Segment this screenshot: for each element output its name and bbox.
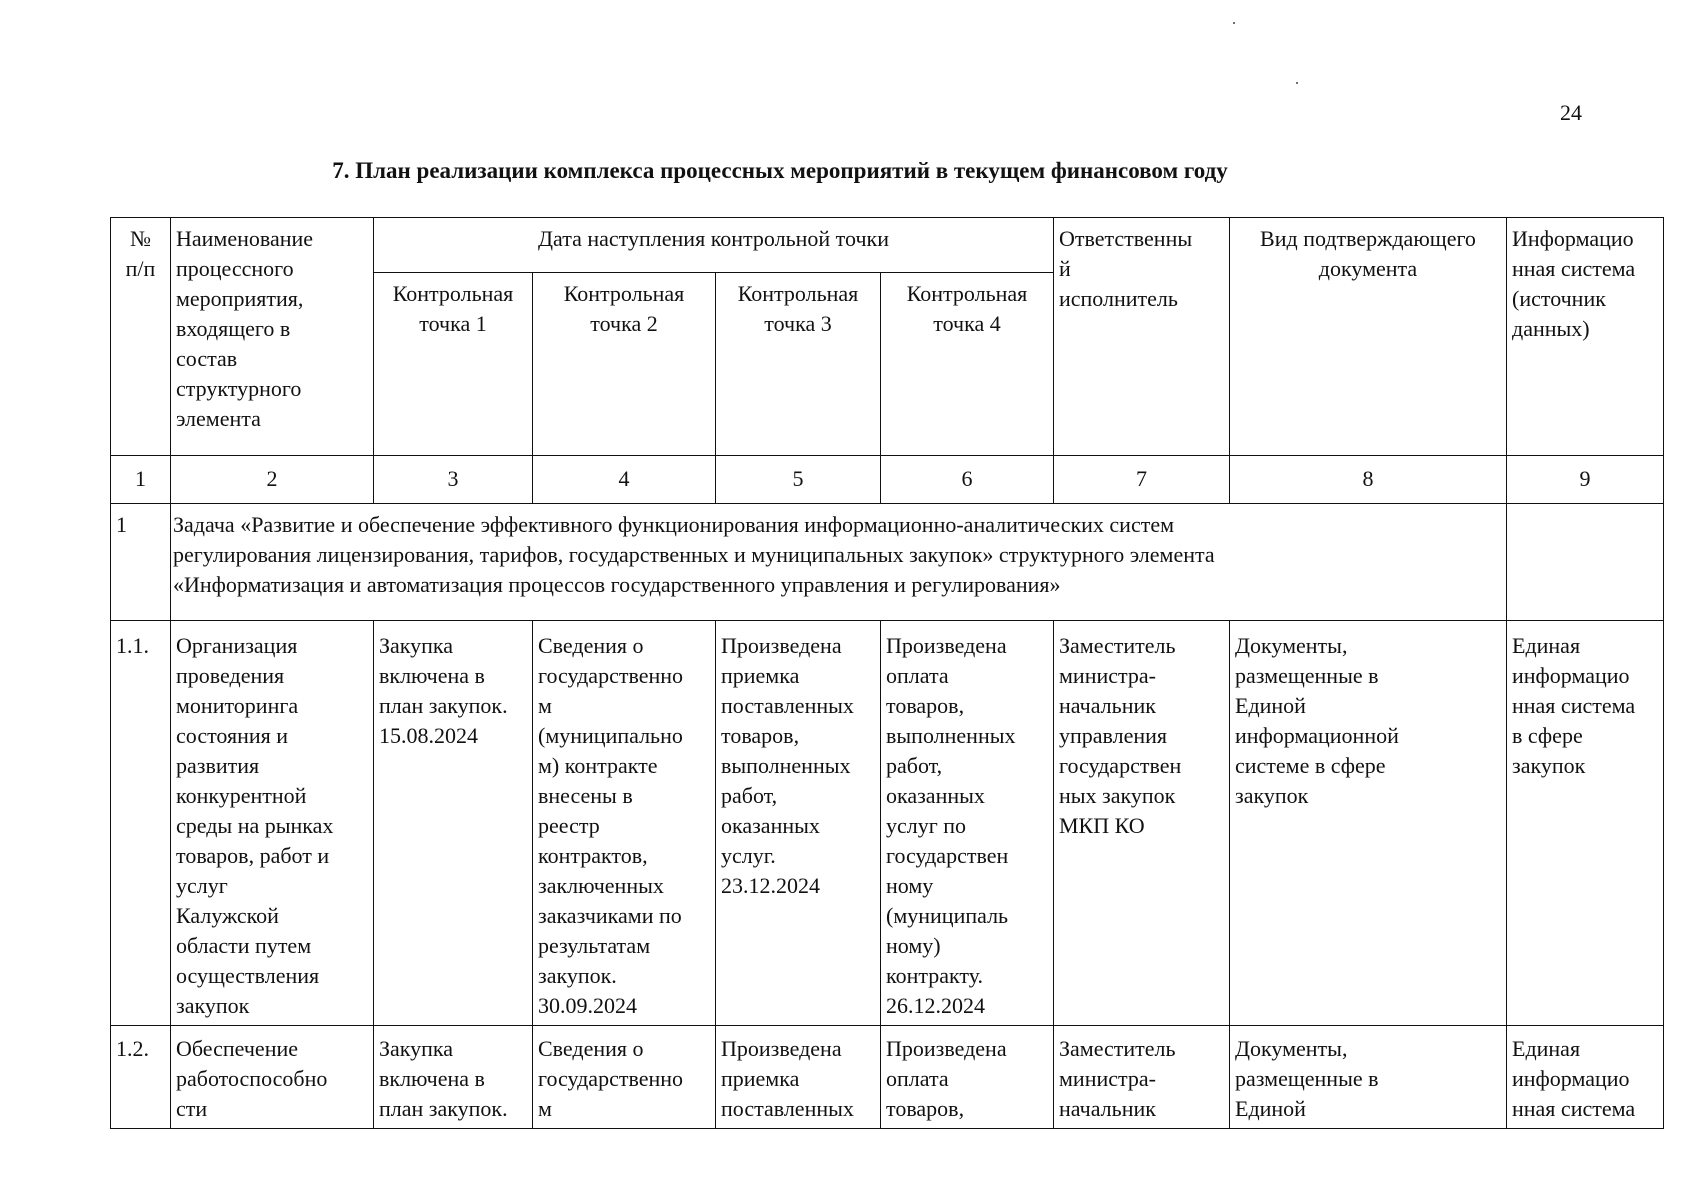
column-number: 4 [533, 456, 716, 504]
task-number: 1 [111, 504, 171, 621]
header-checkpoint-1: Контрольная точка 1 [374, 273, 533, 456]
column-number: 8 [1230, 456, 1507, 504]
checkpoint-4: Произведена оплата товаров, выполненных работ, оказанных услуг по государствен ному (муниципаль ному) контракту. 26.12.2024 [881, 621, 1054, 1026]
header-checkpoint-3: Контрольная точка 3 [716, 273, 881, 456]
scan-speck [1233, 22, 1235, 24]
header-responsible: Ответственны й исполнитель [1054, 218, 1230, 456]
activity-name: Организация проведения мониторинга состояния и развития конкурентной среды на рынках товаров, работ и услуг Калужской области путем осуществления закупок [171, 621, 374, 1026]
header-infosystem: Информацио нная система (источник данных) [1507, 218, 1664, 456]
responsible-executor: Заместитель министра- начальник управления государствен ных закупок МКП КО [1054, 621, 1230, 1026]
confirming-document: Документы, размещенные в Единой [1230, 1026, 1507, 1129]
column-number: 7 [1054, 456, 1230, 504]
checkpoint-3: Произведена приемка поставленных товаров, выполненных работ, оказанных услуг. 23.12.2024 [716, 621, 881, 1026]
header-date-group: Дата наступления контрольной точки [374, 218, 1054, 273]
scan-speck [1296, 82, 1298, 84]
information-system: Единая информацио нная система в сфере закупок [1507, 621, 1664, 1026]
section-title: 7. План реализации комплекса процессных мероприятий в текущем финансовом году [332, 158, 1228, 183]
task-empty-cell [1507, 504, 1664, 621]
activity-name: Обеспечение работоспособно сти [171, 1026, 374, 1129]
row-number: 1.1. [111, 621, 171, 1026]
column-number: 9 [1507, 456, 1664, 504]
checkpoint-1: Закупка включена в план закупок. 15.08.2024 [374, 621, 533, 1026]
row-number: 1.2. [111, 1026, 171, 1129]
task-description: Задача «Развитие и обеспечение эффективного функционирования информационно-аналитических систем регулирования лицензирования, тарифов, государственных и муниципальных закупок» структурного элемента «Информатизация и автоматизация процессов государственного управления и регулирования» [171, 504, 1507, 621]
page-number: 24 [1560, 100, 1582, 125]
column-number: 5 [716, 456, 881, 504]
checkpoint-2: Сведения о государственно м (муниципально м) контракте внесены в реестр контрактов, заключенных заказчиками по результатам закупок. 30.09.2024 [533, 621, 716, 1026]
checkpoint-4: Произведена оплата товаров, [881, 1026, 1054, 1129]
header-checkpoint-2: Контрольная точка 2 [533, 273, 716, 456]
column-number: 3 [374, 456, 533, 504]
column-number: 6 [881, 456, 1054, 504]
column-number: 2 [171, 456, 374, 504]
confirming-document: Документы, размещенные в Единой информационной системе в сфере закупок [1230, 621, 1507, 1026]
header-num: № п/п [111, 218, 171, 456]
checkpoint-2: Сведения о государственно м [533, 1026, 716, 1129]
responsible-executor: Заместитель министра- начальник [1054, 1026, 1230, 1129]
column-number: 1 [111, 456, 171, 504]
header-name: Наименование процессного мероприятия, входящего в состав структурного элемента [171, 218, 374, 456]
plan-table [110, 217, 1664, 1129]
checkpoint-1: Закупка включена в план закупок. [374, 1026, 533, 1129]
header-checkpoint-4: Контрольная точка 4 [881, 273, 1054, 456]
checkpoint-3: Произведена приемка поставленных [716, 1026, 881, 1129]
information-system: Единая информацио нная система [1507, 1026, 1664, 1129]
header-document: Вид подтверждающего документа [1230, 218, 1507, 456]
